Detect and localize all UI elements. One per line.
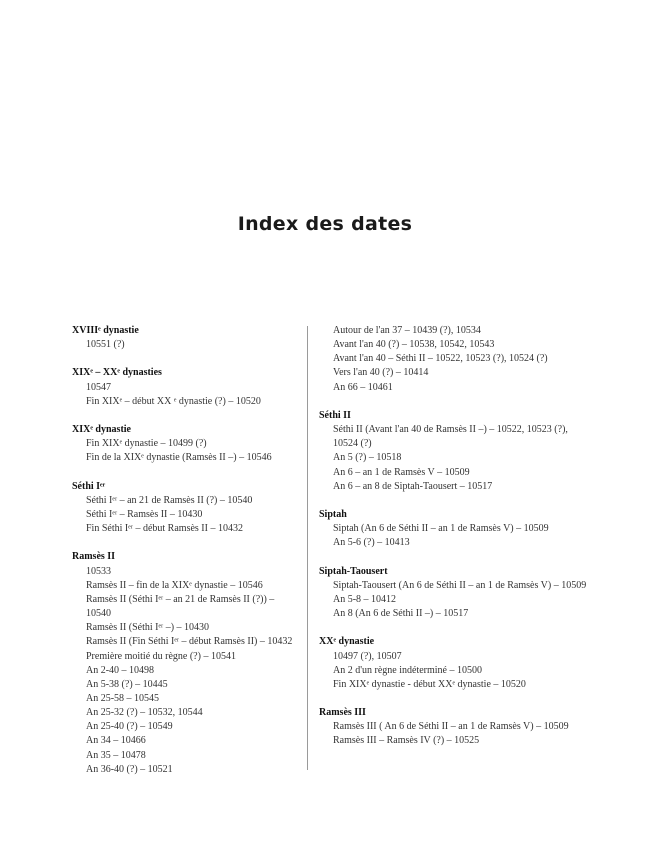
index-entry: Avant l'an 40 – Séthi II – 10522, 10523 (?), 10524 (?) bbox=[333, 353, 548, 365]
index-section bbox=[319, 508, 589, 550]
index-entry: Siptah (An 6 de Séthi II – an 1 de Ramsès V) – 10509 bbox=[333, 523, 549, 535]
index-entry: Ramsès II (Fin Séthi Iᵉʳ – début Ramsès II) – 10432 bbox=[86, 636, 293, 648]
index-entry: Séthi Iᵉʳ – Ramsès II – 10430 bbox=[86, 508, 203, 520]
index-entry: An 5-38 (?) – 10445 bbox=[86, 678, 168, 690]
section-heading: XVIIIᵉ dynastie bbox=[72, 325, 139, 336]
index-entry: Autour de l'an 37 – 10439 (?), 10534 bbox=[333, 325, 481, 336]
index-entry: Siptah-Taousert (An 6 de Séthi II – an 1 de Ramsès V) – 10509 bbox=[333, 579, 587, 591]
index-section bbox=[319, 565, 589, 622]
index-entry: 10533 bbox=[86, 565, 111, 577]
index-entry: An 35 – 10478 bbox=[86, 749, 146, 761]
index-entry: An 5-8 – 10412 bbox=[333, 593, 397, 605]
section-heading: Séthi Iᵉʳ bbox=[72, 480, 106, 492]
index-entry: Séthi II (Avant l'an 40 de Ramsès II –) – 10522, 10523 (?), 10524 (?) bbox=[333, 424, 568, 450]
index-entry: Fin XIXᵉ dynastie – 10499 (?) bbox=[86, 438, 207, 450]
index-entry: Première moitié du règne (?) – 10541 bbox=[86, 650, 236, 662]
page-title: Index des dates bbox=[237, 213, 413, 235]
index-section bbox=[72, 366, 298, 408]
index-section bbox=[72, 550, 298, 777]
index-entry: An 6 – an 8 de Siptah-Taousert – 10517 bbox=[333, 480, 493, 492]
section-heading: Siptah bbox=[319, 509, 347, 520]
section-heading: Ramsès II bbox=[72, 551, 116, 563]
index-entry: Fin XIXᵉ – début XX ᵉ dynastie (?) – 10520 bbox=[86, 395, 261, 407]
index-entry: Avant l'an 40 (?) – 10538, 10542, 10543 bbox=[333, 339, 495, 351]
index-entry: An 8 (An 6 de Séthi II –) – 10517 bbox=[333, 608, 469, 620]
index-entry: 10497 (?), 10507 bbox=[333, 650, 402, 662]
index-entry: Ramsès III – Ramsès IV (?) – 10525 bbox=[333, 735, 480, 747]
index-entry: Fin XIXᵉ dynastie - début XXᵉ dynastie – 10520 bbox=[333, 678, 526, 690]
index-entry: Ramsès II (Séthi Iᵉʳ –) – 10430 bbox=[86, 622, 210, 634]
index-entry: An 5-6 (?) – 10413 bbox=[333, 537, 410, 549]
index-section bbox=[72, 480, 298, 537]
section-heading: XIXᵉ – XXᵉ dynasties bbox=[72, 367, 162, 379]
index-entry: Fin Séthi Iᵉʳ – début Ramsès II – 10432 bbox=[86, 523, 243, 535]
index-section bbox=[72, 324, 298, 352]
index-entry: An 2-40 – 10498 bbox=[86, 664, 155, 676]
column-divider bbox=[307, 326, 308, 770]
index-entry: 10551 (?) bbox=[86, 339, 125, 351]
index-left-column bbox=[72, 324, 298, 777]
index-entry: Ramsès II (Séthi Iᵉʳ – an 21 de Ramsès II (?)) – 10540 bbox=[86, 593, 275, 620]
index-entry: 10547 bbox=[86, 381, 111, 393]
section-heading: Siptah-Taousert bbox=[319, 565, 388, 577]
index-section bbox=[319, 324, 589, 395]
index-entry: Vers l'an 40 (?) – 10414 bbox=[333, 367, 429, 379]
index-entry: An 6 – an 1 de Ramsès V – 10509 bbox=[333, 466, 470, 478]
index-right-column bbox=[319, 324, 589, 749]
index-entry: Ramsès III ( An 6 de Séthi II – an 1 de Ramsès V) – 10509 bbox=[333, 721, 569, 733]
index-entry: Ramsès II – fin de la XIXᵉ dynastie – 10546 bbox=[86, 579, 263, 591]
index-section bbox=[72, 423, 298, 465]
index-section bbox=[319, 409, 589, 494]
section-heading: Ramsès III bbox=[319, 707, 366, 719]
index-entry: An 34 – 10466 bbox=[86, 735, 146, 747]
index-entry: An 2 d'un règne indéterminé – 10500 bbox=[333, 664, 482, 676]
index-entry: An 66 – 10461 bbox=[333, 381, 393, 393]
index-entry: Fin de la XIXᵉ dynastie (Ramsès II –) – 10546 bbox=[86, 452, 272, 464]
index-section bbox=[319, 706, 589, 748]
index-entry: An 25-40 (?) – 10549 bbox=[86, 721, 173, 733]
section-heading: XIXᵉ dynastie bbox=[72, 424, 131, 436]
index-entry: An 25-58 – 10545 bbox=[86, 693, 160, 704]
index-entry: Séthi Iᵉʳ – an 21 de Ramsès II (?) – 10540 bbox=[86, 494, 253, 506]
section-heading: XXᵉ dynastie bbox=[319, 636, 375, 648]
index-entry: An 36-40 (?) – 10521 bbox=[86, 763, 173, 775]
index-entry: An 5 (?) – 10518 bbox=[333, 452, 402, 464]
index-entry: An 25-32 (?) – 10532, 10544 bbox=[86, 707, 203, 719]
section-heading: Séthi II bbox=[319, 409, 351, 421]
index-section bbox=[319, 635, 589, 692]
